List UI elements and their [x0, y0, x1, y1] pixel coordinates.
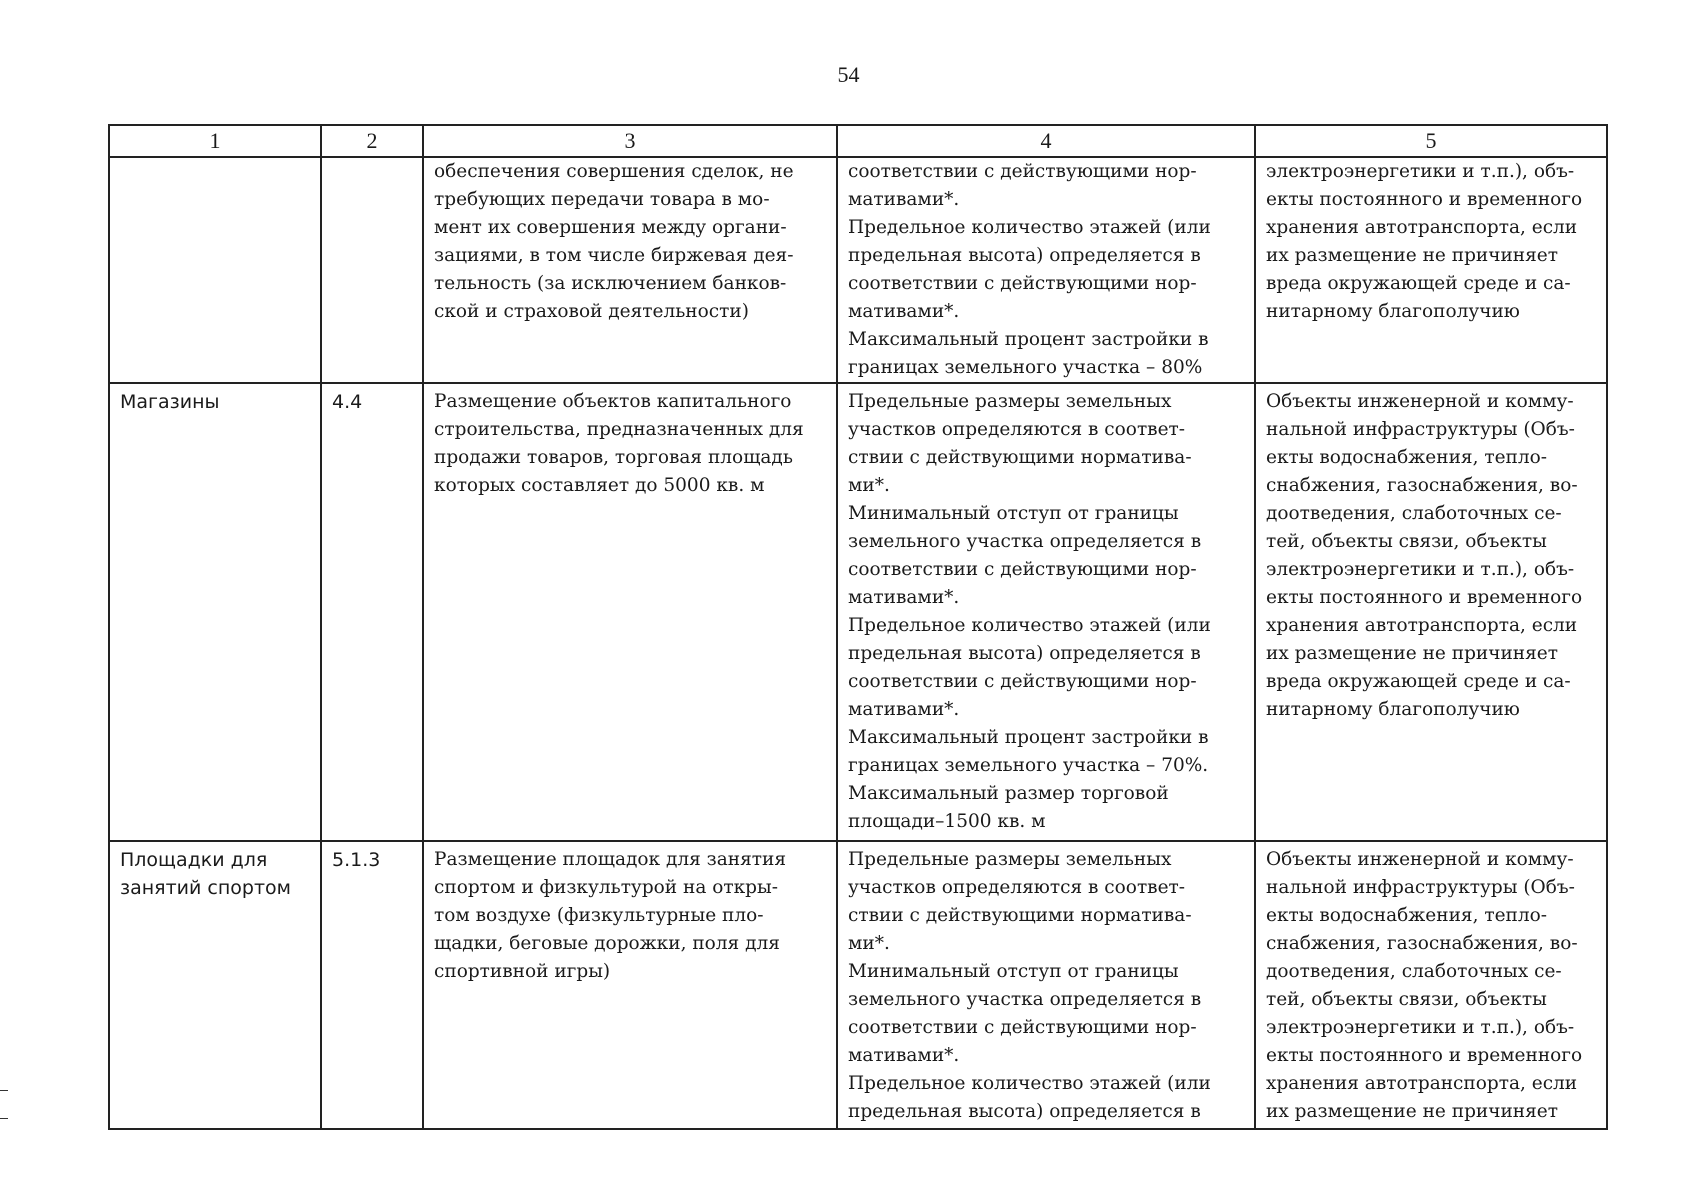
cell-text-line: ми*.: [848, 933, 890, 954]
cell-text-line: их размещение не причиняет: [1266, 643, 1558, 664]
cell-text-line: предельная высота) определяется в: [848, 643, 1201, 664]
use-description-cell: [423, 383, 837, 841]
cell-text-line: доотведения, слаботочных се-: [1266, 503, 1562, 524]
cell-text-line: екты водоснабжения, тепло-: [1266, 905, 1548, 926]
page-number: 54: [837, 62, 860, 87]
column-header-5: 5: [1255, 125, 1607, 157]
cell-text-line: предельная высота) определяется в: [848, 1101, 1201, 1122]
cell-text-line: мативами*.: [848, 699, 960, 720]
cell-text-line: мативами*.: [848, 301, 960, 322]
cell-text-line: тельность (за исключением банков-: [434, 273, 787, 294]
cell-text-line: Максимальный процент застройки в: [848, 727, 1209, 748]
use-code-cell: [321, 157, 423, 383]
cell-text-line: земельного участка определяется в: [848, 531, 1202, 552]
cell-text-line: земельного участка определяется в: [848, 989, 1202, 1010]
cell-text-line: площади–1500 кв. м: [848, 811, 1046, 832]
cell-text-line: щадки, беговые дорожки, поля для: [434, 933, 780, 954]
cell-text-line: соответствии с действующими нор-: [848, 1017, 1197, 1038]
auxiliary-uses-cell: [1255, 383, 1607, 841]
cell-text-line: которых составляет до 5000 кв. м: [434, 475, 765, 496]
cell-text-line: участков определяются в соответ-: [848, 877, 1186, 898]
cell-text-line: Размещение площадок для занятия: [434, 849, 787, 870]
use-description-cell: [423, 841, 837, 1129]
cell-text-line: Объекты инженерной и комму-: [1266, 849, 1574, 870]
cell-text-line: обеспечения совершения сделок, не: [434, 161, 794, 182]
cell-text-line: екты водоснабжения, тепло-: [1266, 447, 1548, 468]
parameters-cell: [837, 841, 1255, 1129]
cell-text-line: екты постоянного и временного: [1266, 587, 1583, 608]
cell-text-line: хранения автотранспорта, если: [1266, 615, 1578, 636]
parameters-cell: [837, 157, 1255, 383]
cell-text-line: тей, объекты связи, объекты: [1266, 531, 1547, 552]
cell-text-line: занятий спортом: [120, 877, 291, 899]
cell-text-line: Минимальный отступ от границы: [848, 503, 1179, 524]
cell-text-line: екты постоянного и временного: [1266, 1045, 1583, 1066]
table-header-row: [109, 125, 1607, 157]
auxiliary-uses-cell: [1255, 841, 1607, 1129]
parameters-cell: [837, 383, 1255, 841]
table-row: [109, 157, 1607, 383]
cell-text-line: их размещение не причиняет: [1266, 245, 1558, 266]
use-name-cell: [109, 157, 321, 383]
cell-text-line: доотведения, слаботочных се-: [1266, 961, 1562, 982]
cell-text-line: тей, объекты связи, объекты: [1266, 989, 1547, 1010]
auxiliary-uses-cell: [1255, 157, 1607, 383]
cell-text-line: хранения автотранспорта, если: [1266, 217, 1578, 238]
land-use-table: [108, 124, 1608, 1130]
cell-text-line: екты постоянного и временного: [1266, 189, 1583, 210]
cell-text-line: Максимальный процент застройки в: [848, 329, 1209, 350]
cell-text-line: Предельные размеры земельных: [848, 391, 1172, 412]
cell-text-line: ствии с действующими норматива-: [848, 447, 1192, 468]
margin-mark: [0, 1118, 8, 1119]
use-description-cell: [423, 157, 837, 383]
column-header-2: 2: [321, 125, 423, 157]
cell-text-line: участков определяются в соответ-: [848, 419, 1186, 440]
cell-text-line: их размещение не причиняет: [1266, 1101, 1558, 1122]
cell-text-line: границах земельного участка – 70%.: [848, 755, 1209, 776]
table-row: [109, 383, 1607, 841]
column-header-3: 3: [423, 125, 837, 157]
cell-text-line: электроэнергетики и т.п.), объ-: [1266, 161, 1575, 182]
cell-text-line: предельная высота) определяется в: [848, 245, 1201, 266]
margin-mark: [0, 1090, 8, 1091]
column-header-1: 1: [109, 125, 321, 157]
cell-text-line: Предельное количество этажей (или: [848, 1073, 1211, 1094]
table-row: [109, 841, 1607, 1129]
cell-text-line: нальной инфраструктуры (Объ-: [1266, 877, 1575, 898]
cell-text-line: Максимальный размер торговой: [848, 783, 1169, 804]
cell-text-line: электроэнергетики и т.п.), объ-: [1266, 559, 1575, 580]
cell-text-line: Минимальный отступ от границы: [848, 961, 1179, 982]
cell-text-line: том воздухе (физкультурные пло-: [434, 905, 764, 926]
cell-text-line: хранения автотранспорта, если: [1266, 1073, 1578, 1094]
cell-text-line: снабжения, газоснабжения, во-: [1266, 933, 1578, 954]
cell-text-line: соответствии с действующими нор-: [848, 559, 1197, 580]
cell-text-line: мативами*.: [848, 1045, 960, 1066]
cell-text-line: мент их совершения между органи-: [434, 217, 787, 238]
cell-text-line: строительства, предназначенных для: [434, 419, 804, 440]
cell-text-line: соответствии с действующими нор-: [848, 273, 1197, 294]
cell-text-line: нитарному благополучию: [1266, 301, 1520, 322]
use-name-cell: [109, 383, 321, 841]
cell-text-line: Предельное количество этажей (или: [848, 217, 1211, 238]
cell-text-line: ской и страховой деятельности): [434, 301, 749, 322]
cell-text-line: спортом и физкультурой на откры-: [434, 877, 779, 898]
cell-text-line: зациями, в том числе биржевая дея-: [434, 245, 794, 266]
cell-text-line: Предельное количество этажей (или: [848, 615, 1211, 636]
column-header-4: 4: [837, 125, 1255, 157]
cell-text-line: соответствии с действующими нор-: [848, 671, 1197, 692]
cell-text-line: Площадки для: [120, 849, 268, 871]
cell-text-line: ствии с действующими норматива-: [848, 905, 1192, 926]
cell-text-line: Магазины: [120, 391, 220, 413]
cell-text-line: продажи товаров, торговая площадь: [434, 447, 793, 468]
cell-text-line: Предельные размеры земельных: [848, 849, 1172, 870]
cell-text-line: требующих передачи товара в мо-: [434, 189, 770, 210]
cell-text-line: вреда окружающей среде и са-: [1266, 671, 1571, 692]
cell-text-line: Размещение объектов капитального: [434, 391, 792, 412]
cell-text-line: границах земельного участка – 80%: [848, 357, 1203, 378]
use-code-cell: 4.4: [321, 383, 423, 841]
cell-text-line: соответствии с действующими нор-: [848, 161, 1197, 182]
use-name-cell: [109, 841, 321, 1129]
cell-text-line: нальной инфраструктуры (Объ-: [1266, 419, 1575, 440]
cell-text-line: мативами*.: [848, 189, 960, 210]
cell-text-line: Объекты инженерной и комму-: [1266, 391, 1574, 412]
cell-text-line: электроэнергетики и т.п.), объ-: [1266, 1017, 1575, 1038]
cell-text-line: снабжения, газоснабжения, во-: [1266, 475, 1578, 496]
use-code-cell: 5.1.3: [321, 841, 423, 1129]
cell-text-line: вреда окружающей среде и са-: [1266, 273, 1571, 294]
cell-text-line: ми*.: [848, 475, 890, 496]
cell-text-line: нитарному благополучию: [1266, 699, 1520, 720]
cell-text-line: мативами*.: [848, 587, 960, 608]
cell-text-line: спортивной игры): [434, 961, 611, 982]
